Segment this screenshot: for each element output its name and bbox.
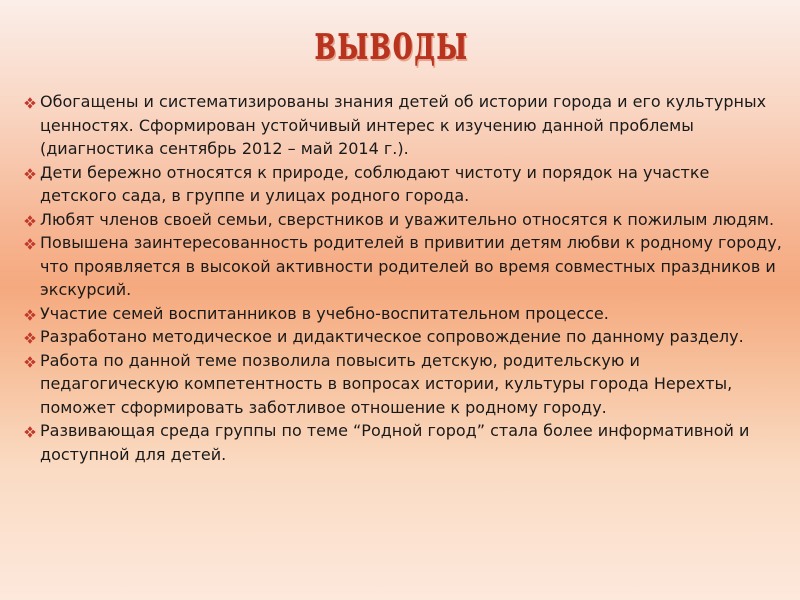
diamond-bullet-icon (24, 238, 36, 250)
slide-title: выводы (314, 12, 469, 71)
diamond-bullet-icon (24, 309, 36, 321)
list-item-text: Обогащены и систематизированы знания детей об истории города и его культурных ценностях. Сформирован устойчивый интерес к изучению данной проблемы (диагностика сентябрь 2012 – май 2014 г.). (40, 92, 767, 158)
list-item-text: Любят членов своей семьи, сверстников и уважительно относятся к пожилым людям. (40, 209, 775, 229)
conclusions-list (22, 90, 782, 466)
diamond-bullet-icon (24, 215, 36, 227)
list-item (22, 161, 782, 208)
list-item-text: Разработано методическое и дидактическое сопровождение по данному разделу. (40, 327, 744, 346)
list-item (22, 325, 782, 349)
diamond-bullet-icon (24, 356, 36, 368)
list-item-text: Работа по данной теме позволила повысить детскую, родительскую и педагогическую компетентность в вопросах истории, культуры города Нерехты, поможет сформировать заботливое отношение к родному городу. (40, 350, 733, 417)
list-item (22, 208, 782, 232)
diamond-bullet-icon (24, 332, 36, 344)
diamond-bullet-icon (24, 426, 36, 438)
list-item-text: Участие семей воспитанников в учебно-воспитательном процессе. (40, 303, 609, 323)
list-item (22, 231, 782, 302)
list-item-text: Повышена заинтересованность родителей в привитии детям любви к родному городу, что проявляется в высокой активности родителей во время совместных праздников и экскурсий. (40, 233, 782, 299)
diamond-bullet-icon (24, 97, 36, 109)
list-item (22, 349, 782, 420)
list-item-text: Развивающая среда группы по теме “Родной город” стала более информативной и доступной для детей. (40, 421, 750, 464)
list-item-text: Дети бережно относятся к природе, соблюдают чистоту и порядок на участке детского сада, в группе и улицах родного города. (40, 162, 710, 205)
list-item (22, 419, 782, 466)
diamond-bullet-icon (24, 168, 36, 180)
list-item (22, 302, 782, 326)
list-item (22, 90, 782, 161)
